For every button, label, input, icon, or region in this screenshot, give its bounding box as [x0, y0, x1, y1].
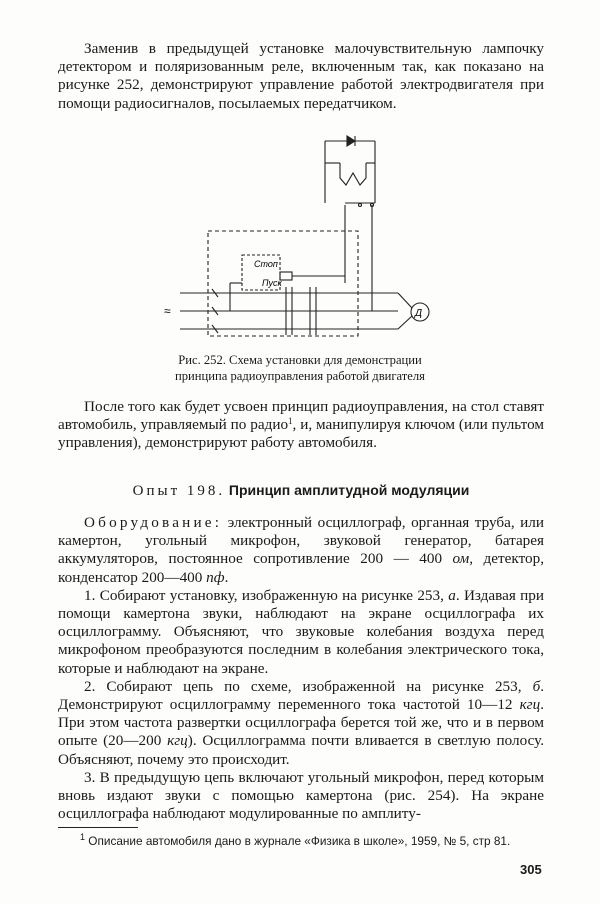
caption-line-1: Рис. 252. Схема установки для демонстрации [178, 353, 422, 367]
step1-text-b: . Издавая при помощи камертона звуки, наблюдают на экране осциллографа их осциллограмму. Объясняют, что звуковые колебания воздуха перед микрофоном преобразуются последним в колебания электрического тока, которые и наблюдают на экране. [58, 586, 544, 677]
equipment-text-c: . [224, 568, 229, 586]
figure-caption [100, 352, 500, 384]
section-title: Принцип амплитудной модуляции [228, 482, 470, 498]
stop-coil-icon [280, 272, 292, 280]
caption-line-2: принципа радиоуправления работой двигателя [175, 369, 425, 383]
step-1 [58, 587, 544, 678]
unit-ohm: ом [452, 550, 470, 568]
motor-label: Д [415, 308, 423, 319]
ac-source-label: ≈ [164, 304, 171, 318]
circuit-diagram [150, 133, 440, 338]
step-2 [58, 678, 544, 769]
section-label: Опыт 198. [132, 483, 226, 499]
figure-252-circuit [150, 133, 440, 338]
step1-fig-letter: а [448, 586, 456, 604]
step2-text-c: . При этом частота развертки осциллографа берется той же, что и в первом опыте (20—200 [58, 696, 544, 750]
step2-text-d: ). Осциллограмма почти вливается в светлую полосу. Объясняют, почему это происходит. [58, 732, 544, 768]
para-text-before: После того как будет усвоен принцип радиоуправления, на стол ставят автомобиль, управляемый по радио [58, 398, 544, 434]
step-3: 3. В предыдущую цепь включают угольный микрофон, перед которым вновь издают звуки с помощью камертона (рис. 254). На экране осциллографа наблюдают модулированные по амплиту- [58, 768, 544, 823]
footnote-mark: 1 [80, 832, 86, 842]
diode-icon [347, 136, 355, 146]
equipment-text-a: электронный осциллограф, органная труба, или камертон, угольный микрофон, звуковой генератор, батарея аккумуляторов, постоянное сопротивление 200 — 400 [58, 514, 544, 568]
unit-khz-1: кгц [519, 696, 541, 714]
footnote [80, 834, 550, 848]
section-heading [58, 482, 544, 500]
paragraph-after-figure [58, 398, 544, 453]
step2-fig-letter: б [532, 677, 541, 695]
page-number: 305 [520, 862, 542, 877]
para-text-after: , и, манипулируя ключом (или пультом управления), демонстрируют работу автомобиля. [58, 416, 544, 452]
step2-text-b: . Демонстрируют осциллограмму переменного тока частотой 10—12 [58, 677, 544, 714]
experiment-body [58, 514, 544, 823]
equipment-label: Оборудование: [84, 514, 223, 531]
footnote-divider [58, 827, 138, 828]
footnote-text: Описание автомобиля дано в журнале «Физика в школе», 1959, № 5, стр 81. [85, 834, 511, 848]
start-label: Пуск [262, 278, 282, 288]
step2-text-a: 2. Собирают цепь по схеме, изображенной на рисунке 253, [84, 677, 533, 695]
equipment-paragraph [58, 514, 544, 587]
stop-label: Стоп [254, 259, 278, 269]
intro-paragraph: Заменив в предыдущей установке малочувствительную лампочку детектором и поляризованным реле, включенным так, как показано на рисунке 252, демонстрируют управление работой электродвигателя при помощи радиосигналов, посылаемых передатчиком. [58, 40, 544, 112]
equipment-text-b: , детектор, конденсатор 200—400 [58, 550, 544, 586]
unit-pf: пф [206, 568, 225, 586]
step1-text-a: 1. Собирают установку, изображенную на рисунке 253, [84, 586, 449, 604]
footnote-ref: 1 [288, 416, 293, 427]
unit-khz-2: кгц [167, 732, 188, 750]
relay-coil-icon [340, 163, 366, 185]
